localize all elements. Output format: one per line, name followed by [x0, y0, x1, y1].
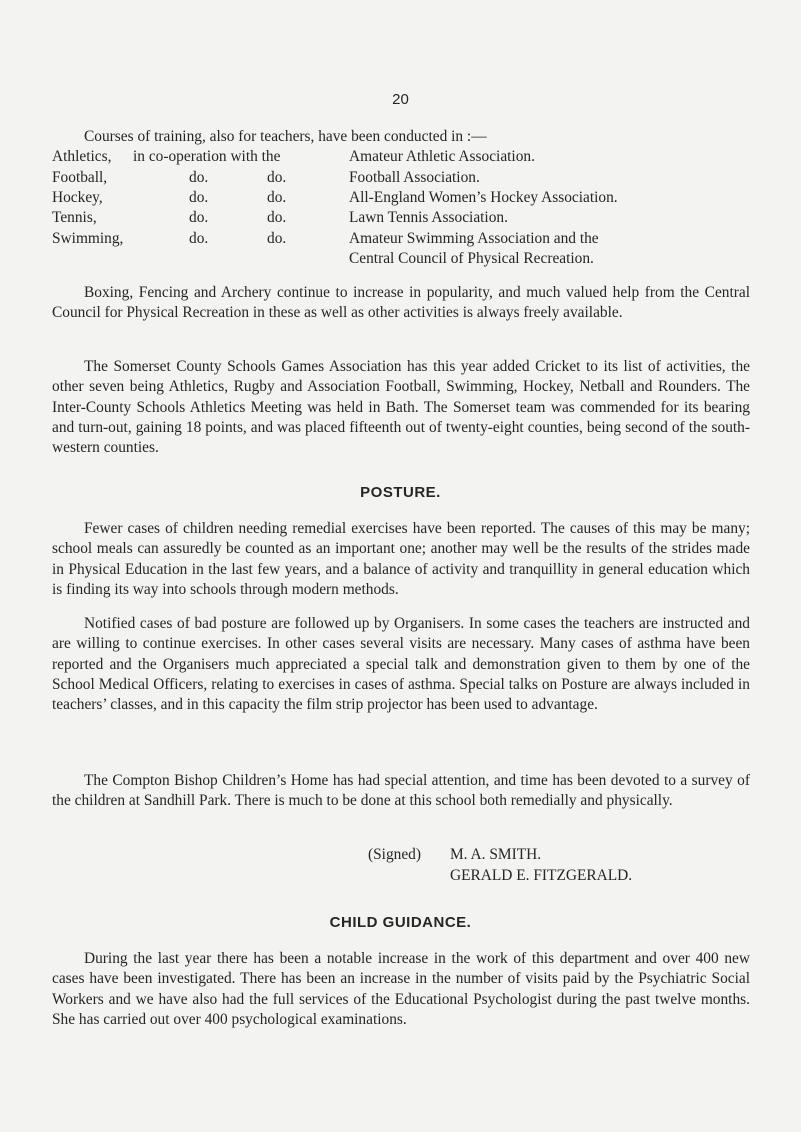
course-sport: Hockey, — [52, 189, 103, 206]
course-ditto: do. — [267, 169, 287, 186]
course-body: Amateur Athletic Association. — [349, 148, 535, 165]
child-guidance-heading: CHILD GUIDANCE. — [329, 914, 472, 931]
signatory-1: M. A. SMITH. — [450, 846, 542, 863]
course-body: Central Council of Physical Recreation. — [349, 250, 594, 267]
posture-paragraph-1: Fewer cases of children needing remedial exercises have been reported. The causes of this may be many; school meals can assuredly be counted as an important one; another may well be the results of the strides made in Physical Education in the last few years, and a balance of activity and tranquillity in general education which is finding its way into schools through modern methods. — [52, 520, 750, 598]
paragraph-boxing: Boxing, Fencing and Archery continue to increase in popularity, and much valued help from the Central Council for Physical Recreation in these as well as other activities is always freely available. — [52, 284, 750, 322]
course-ditto: do. — [189, 169, 209, 186]
posture-paragraph-3: The Compton Bishop Children’s Home has had special attention, and time has been devoted to a survey of the children at Sandhill Park. There is much to be done at this school both remedially and physically. — [52, 772, 750, 810]
course-sport: Football, — [52, 169, 108, 186]
signatory-2: GERALD E. FITZGERALD. — [450, 867, 633, 884]
child-guidance-paragraph: During the last year there has been a notable increase in the work of this department and over 400 new cases have been investigated. There has been an increase in the number of visits paid by the Psychiatric Social Workers and we have also had the full services of the Educational Psychologist during the past twelve months. She has carried out over 400 psychological examinations. — [52, 950, 750, 1028]
posture-heading: POSTURE. — [360, 484, 441, 501]
course-body: Amateur Swimming Association and the — [349, 230, 599, 247]
paragraph-somerset: The Somerset County Schools Games Association has this year added Cricket to its list of activities, the other seven being Athletics, Rugby and Association Football, Swimming, Hockey, Netball and Rounders. The Inter-County Schools Athletics Meeting was held in Bath. The Somerset team was commended for its bearing and turn-out, gaining 18 points, and was placed fifteenth out of twenty-eight counties, being second of the south-western counties. — [52, 358, 750, 457]
course-ditto: do. — [189, 209, 209, 226]
course-sport: Swimming, — [52, 230, 124, 247]
course-ditto: do. — [189, 230, 209, 247]
course-body: Football Association. — [349, 169, 480, 186]
course-sport: Athletics, — [52, 148, 112, 165]
course-cooperation: in co-operation with the — [133, 148, 281, 165]
posture-paragraph-2: Notified cases of bad posture are followed up by Organisers. In some cases the teachers are instructed and are willing to continue exercises. In other cases several visits are necessary. Many cases of asthma have been reported and the Organisers much appreciated a special talk and demonstration given to them by one of the School Medical Officers, relating to exercises in cases of asthma. Special talks on Posture are always included in teachers’ classes, and in this capacity the film strip projector has been used to advantage. — [52, 615, 750, 714]
course-ditto: do. — [189, 189, 209, 206]
page-number: 20 — [392, 91, 409, 108]
course-body: Lawn Tennis Association. — [349, 209, 508, 226]
course-ditto: do. — [267, 189, 287, 206]
course-body: All-England Women’s Hockey Association. — [349, 189, 618, 206]
courses-intro: Courses of training, also for teachers, have been conducted in :— — [84, 128, 487, 145]
course-sport: Tennis, — [52, 209, 97, 226]
course-ditto: do. — [267, 230, 287, 247]
course-ditto: do. — [267, 209, 287, 226]
signed-label: (Signed) — [368, 846, 422, 863]
